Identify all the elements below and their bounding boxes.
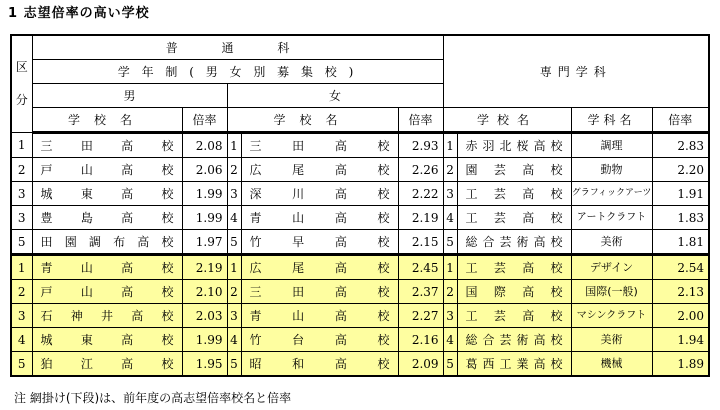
col-bairitsu-m: 倍率	[182, 108, 227, 133]
header-gakunensei: 学 年 制 ( 男 女 別 募 集 校 )	[32, 60, 443, 84]
header-senmon: 専門学科	[443, 35, 709, 108]
header-otoko: 男	[32, 84, 227, 108]
col-gakkoumei-m: 学校名	[32, 108, 182, 133]
footnote: 注 網掛け(下段)は、前年度の高志望倍率校名と倍率	[14, 391, 292, 405]
ranking-table	[10, 34, 710, 377]
table-row: 3 豊島高校 1.99 4 青山高校 2.19 4 工芸高校 アートクラフト 1.83	[11, 206, 709, 230]
page-title: 1 志望倍率の高い学校	[8, 6, 150, 21]
table-row-highlighted: 1 青山高校 2.19 1 広尾高校 2.45 1 工芸高校 デザイン 2.54	[11, 255, 709, 280]
table-row: 2 戸山高校 2.06 2 広尾高校 2.26 2 園芸高校 動物 2.20	[11, 158, 709, 182]
table-row-highlighted: 5 狛江高校 1.95 5 昭和高校 2.09 5 葛西工業高校 機械 1.89	[11, 352, 709, 377]
table-row: 5 田園調布高校 1.97 5 竹早高校 2.15 5 総合芸術高校 美術 1.81	[11, 230, 709, 255]
col-bairitsu-f: 倍率	[398, 108, 443, 133]
table-row: 1 三田高校 2.08 1 三田高校 2.93 1 赤羽北桜高校 調理 2.83	[11, 133, 709, 158]
header-kubun: 区 分	[11, 35, 32, 133]
col-gakkamei: 学科名	[571, 108, 652, 133]
col-bairitsu-s: 倍率	[652, 108, 709, 133]
col-gakkoumei-f: 学校名	[227, 108, 398, 133]
header-futsuka: 普 通 科	[32, 35, 443, 60]
table-row-highlighted: 2 戸山高校 2.10 2 三田高校 2.37 2 国際高校 国際(一般) 2.13	[11, 280, 709, 304]
table-row-highlighted: 3 石神井高校 2.03 3 青山高校 2.27 3 工芸高校 マシンクラフト 2.00	[11, 304, 709, 328]
table-row: 3 城東高校 1.99 3 深川高校 2.22 3 工芸高校 グラフィックアーツ 1.91	[11, 182, 709, 206]
header-onna: 女	[227, 84, 443, 108]
table-row-highlighted: 4 城東高校 1.99 4 竹台高校 2.16 4 総合芸術高校 美術 1.94	[11, 328, 709, 352]
col-gakkoumei-s: 学校名	[443, 108, 571, 133]
